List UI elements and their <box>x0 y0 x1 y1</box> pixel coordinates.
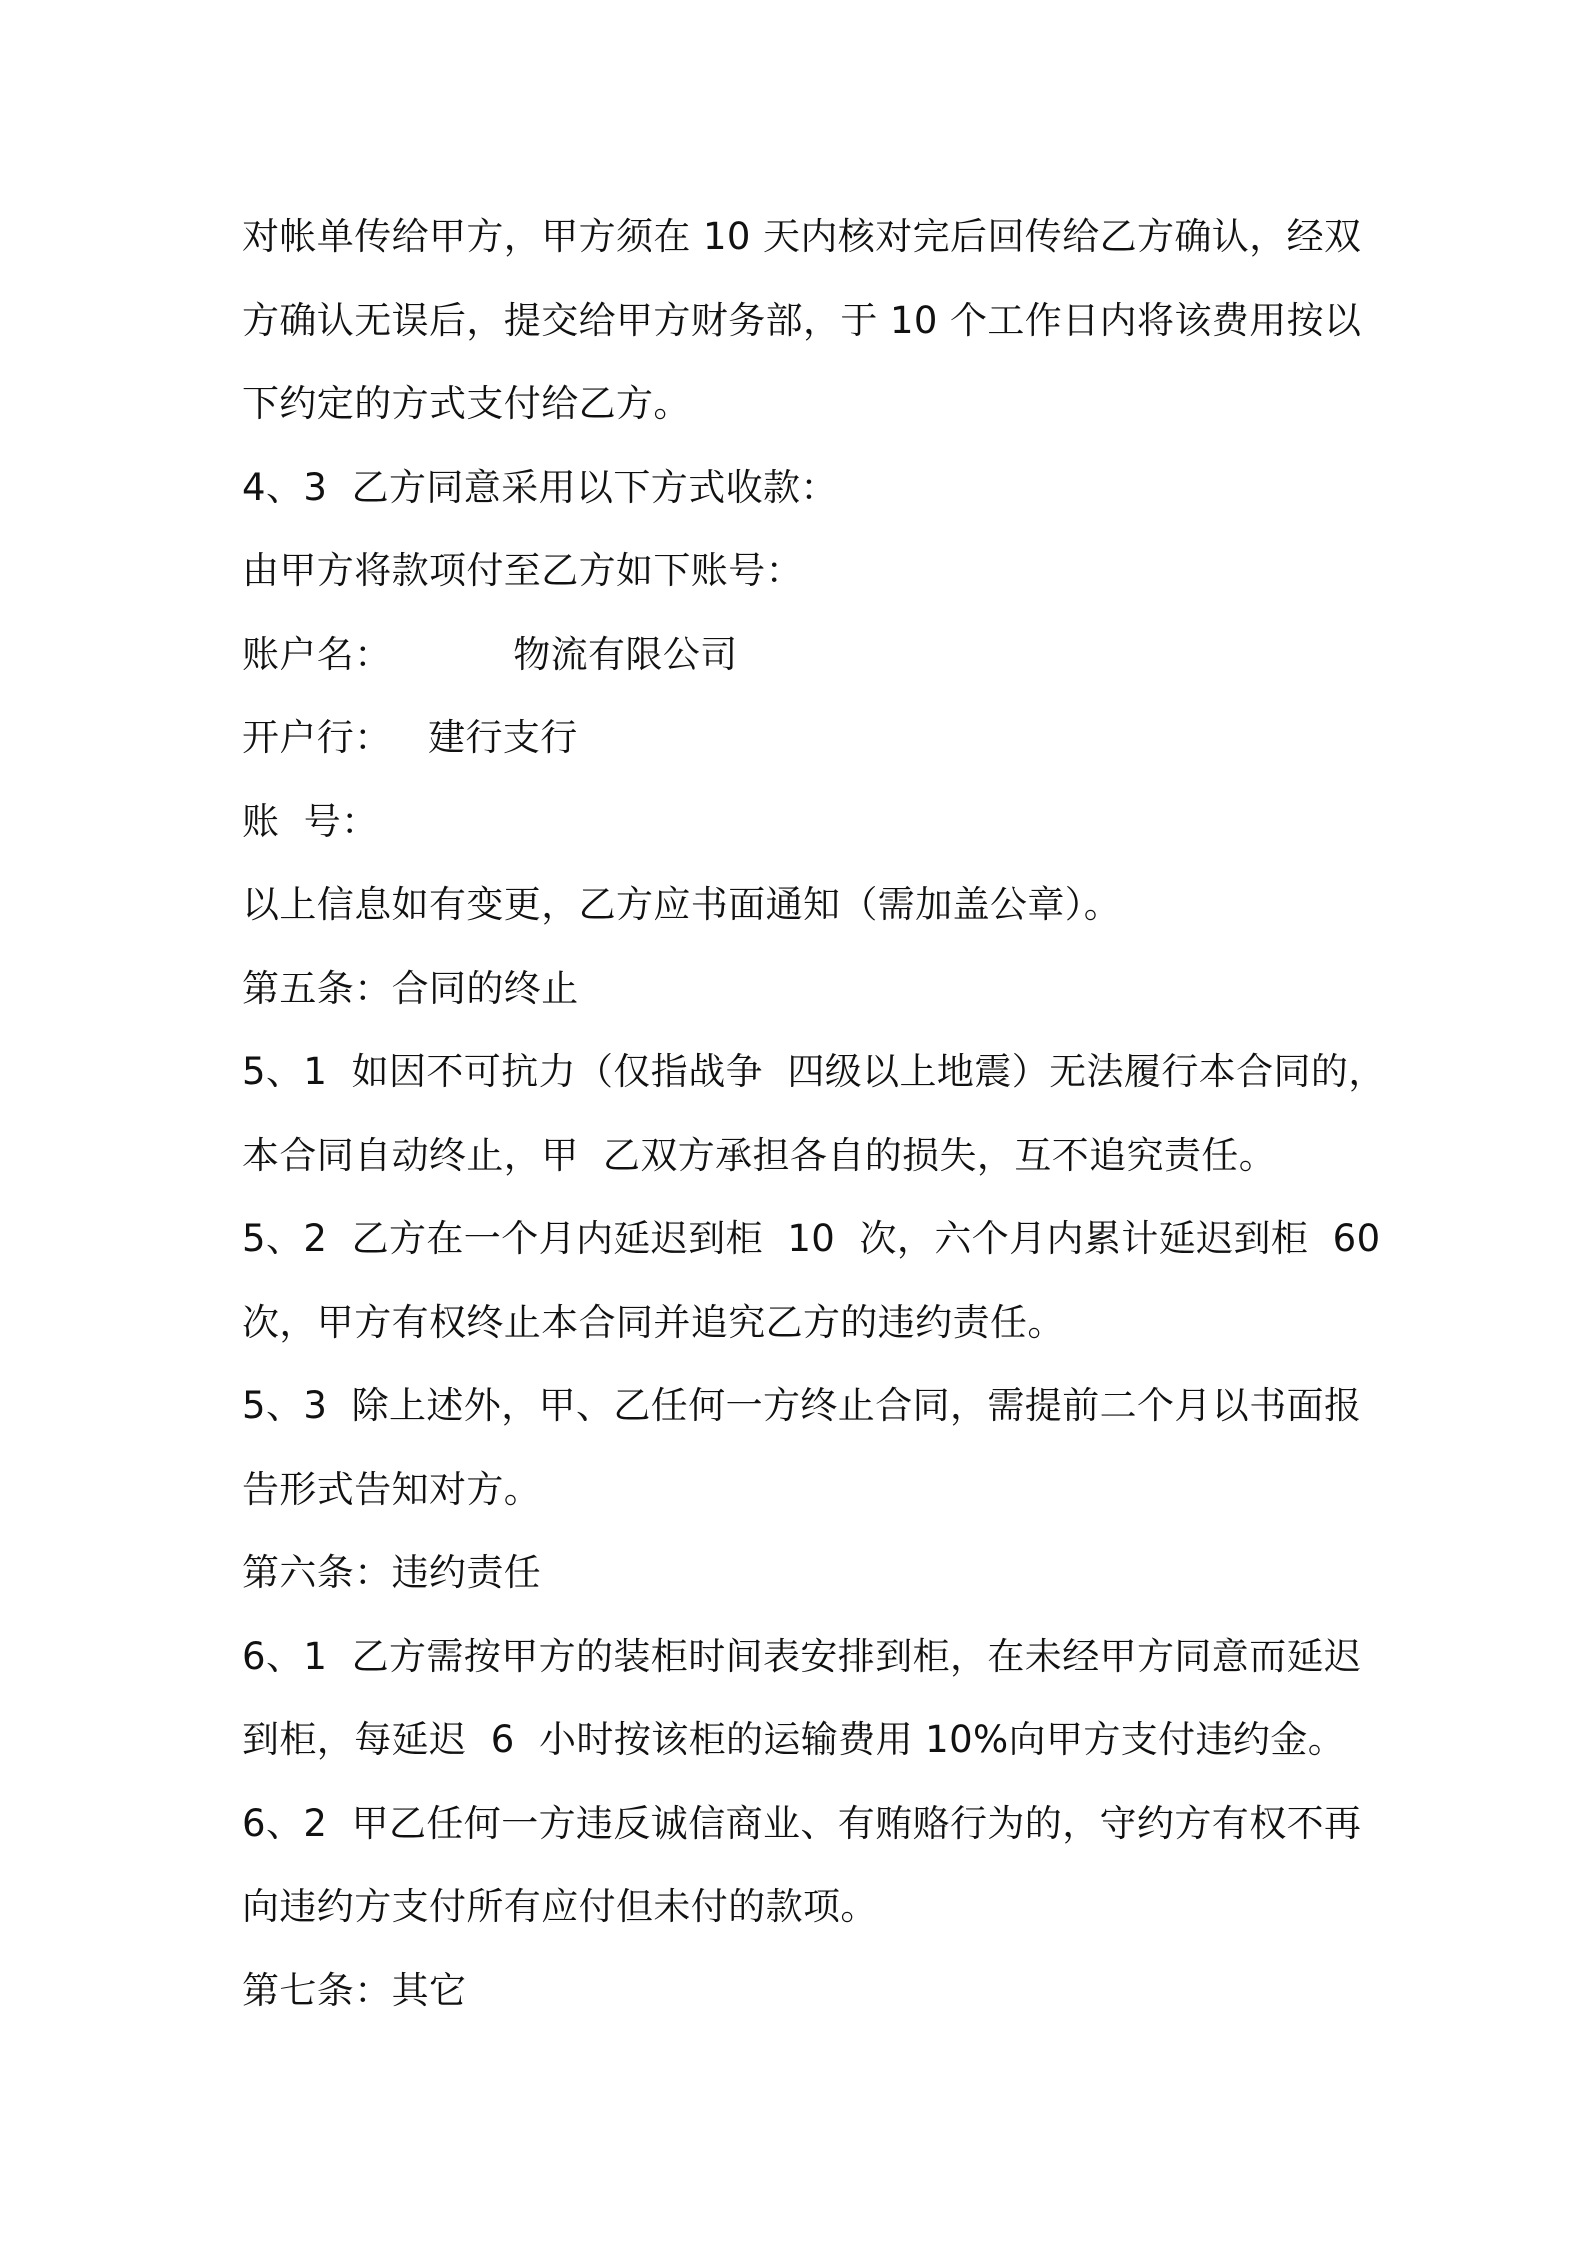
clause-6-2: 6、2 甲乙任何一方违反诚信商业、有贿赂行为的，守约方有权不再 <box>242 1801 1362 1845</box>
clause-5-1: 5、1 如因不可抗力（仅指战争 四级以上地震）无法履行本合同的， <box>242 1050 1386 1093</box>
paragraph-line: 本合同自动终止，甲 乙双方承担各自的损失，互不追究责任。 <box>242 1133 1277 1177</box>
paragraph-line: 由甲方将款项付至乙方如下账号： <box>242 549 803 592</box>
paragraph-line: 向违约方支付所有应付但未付的款项。 <box>242 1885 878 1928</box>
account-name-line: 账户名： 物流有限公司 <box>242 632 738 676</box>
paragraph-line: 告形式告知对方。 <box>242 1467 542 1511</box>
clause-5-2: 5、2 乙方在一个月内延迟到柜 10 次，六个月内累计延迟到柜 60 <box>242 1217 1381 1260</box>
paragraph-line: 下约定的方式支付给乙方。 <box>242 382 691 425</box>
clause-6-1: 6、1 乙方需按甲方的装柜时间表安排到柜，在未经甲方同意而延迟 <box>242 1634 1362 1678</box>
document-body <box>242 195 1386 2032</box>
account-number-line: 账 号： <box>242 799 379 843</box>
section-heading-7: 第七条：其它 <box>242 1968 467 2012</box>
section-heading-6: 第六条：违约责任 <box>242 1551 542 1594</box>
paragraph-line: 对帐单传给甲方，甲方须在 10 天内核对完后回传给乙方确认，经双 <box>242 215 1362 258</box>
section-heading-5: 第五条：合同的终止 <box>242 966 579 1010</box>
paragraph-line: 到柜，每延迟 6 小时按该柜的运输费用 10%向甲方支付违约金。 <box>242 1718 1346 1761</box>
clause-4-3: 4、3 乙方同意采用以下方式收款： <box>242 465 838 509</box>
bank-line: 开户行： 建行支行 <box>242 716 578 759</box>
paragraph-line: 方确认无误后，提交给甲方财务部，于 10 个工作日内将该费用按以 <box>242 298 1362 342</box>
paragraph-line: 以上信息如有变更，乙方应书面通知（需加盖公章）。 <box>242 883 1122 926</box>
paragraph-line: 次，甲方有权终止本合同并追究乙方的违约责任。 <box>242 1300 1065 1344</box>
clause-5-3: 5、3 除上述外，甲、乙任何一方终止合同，需提前二个月以书面报 <box>242 1384 1362 1427</box>
